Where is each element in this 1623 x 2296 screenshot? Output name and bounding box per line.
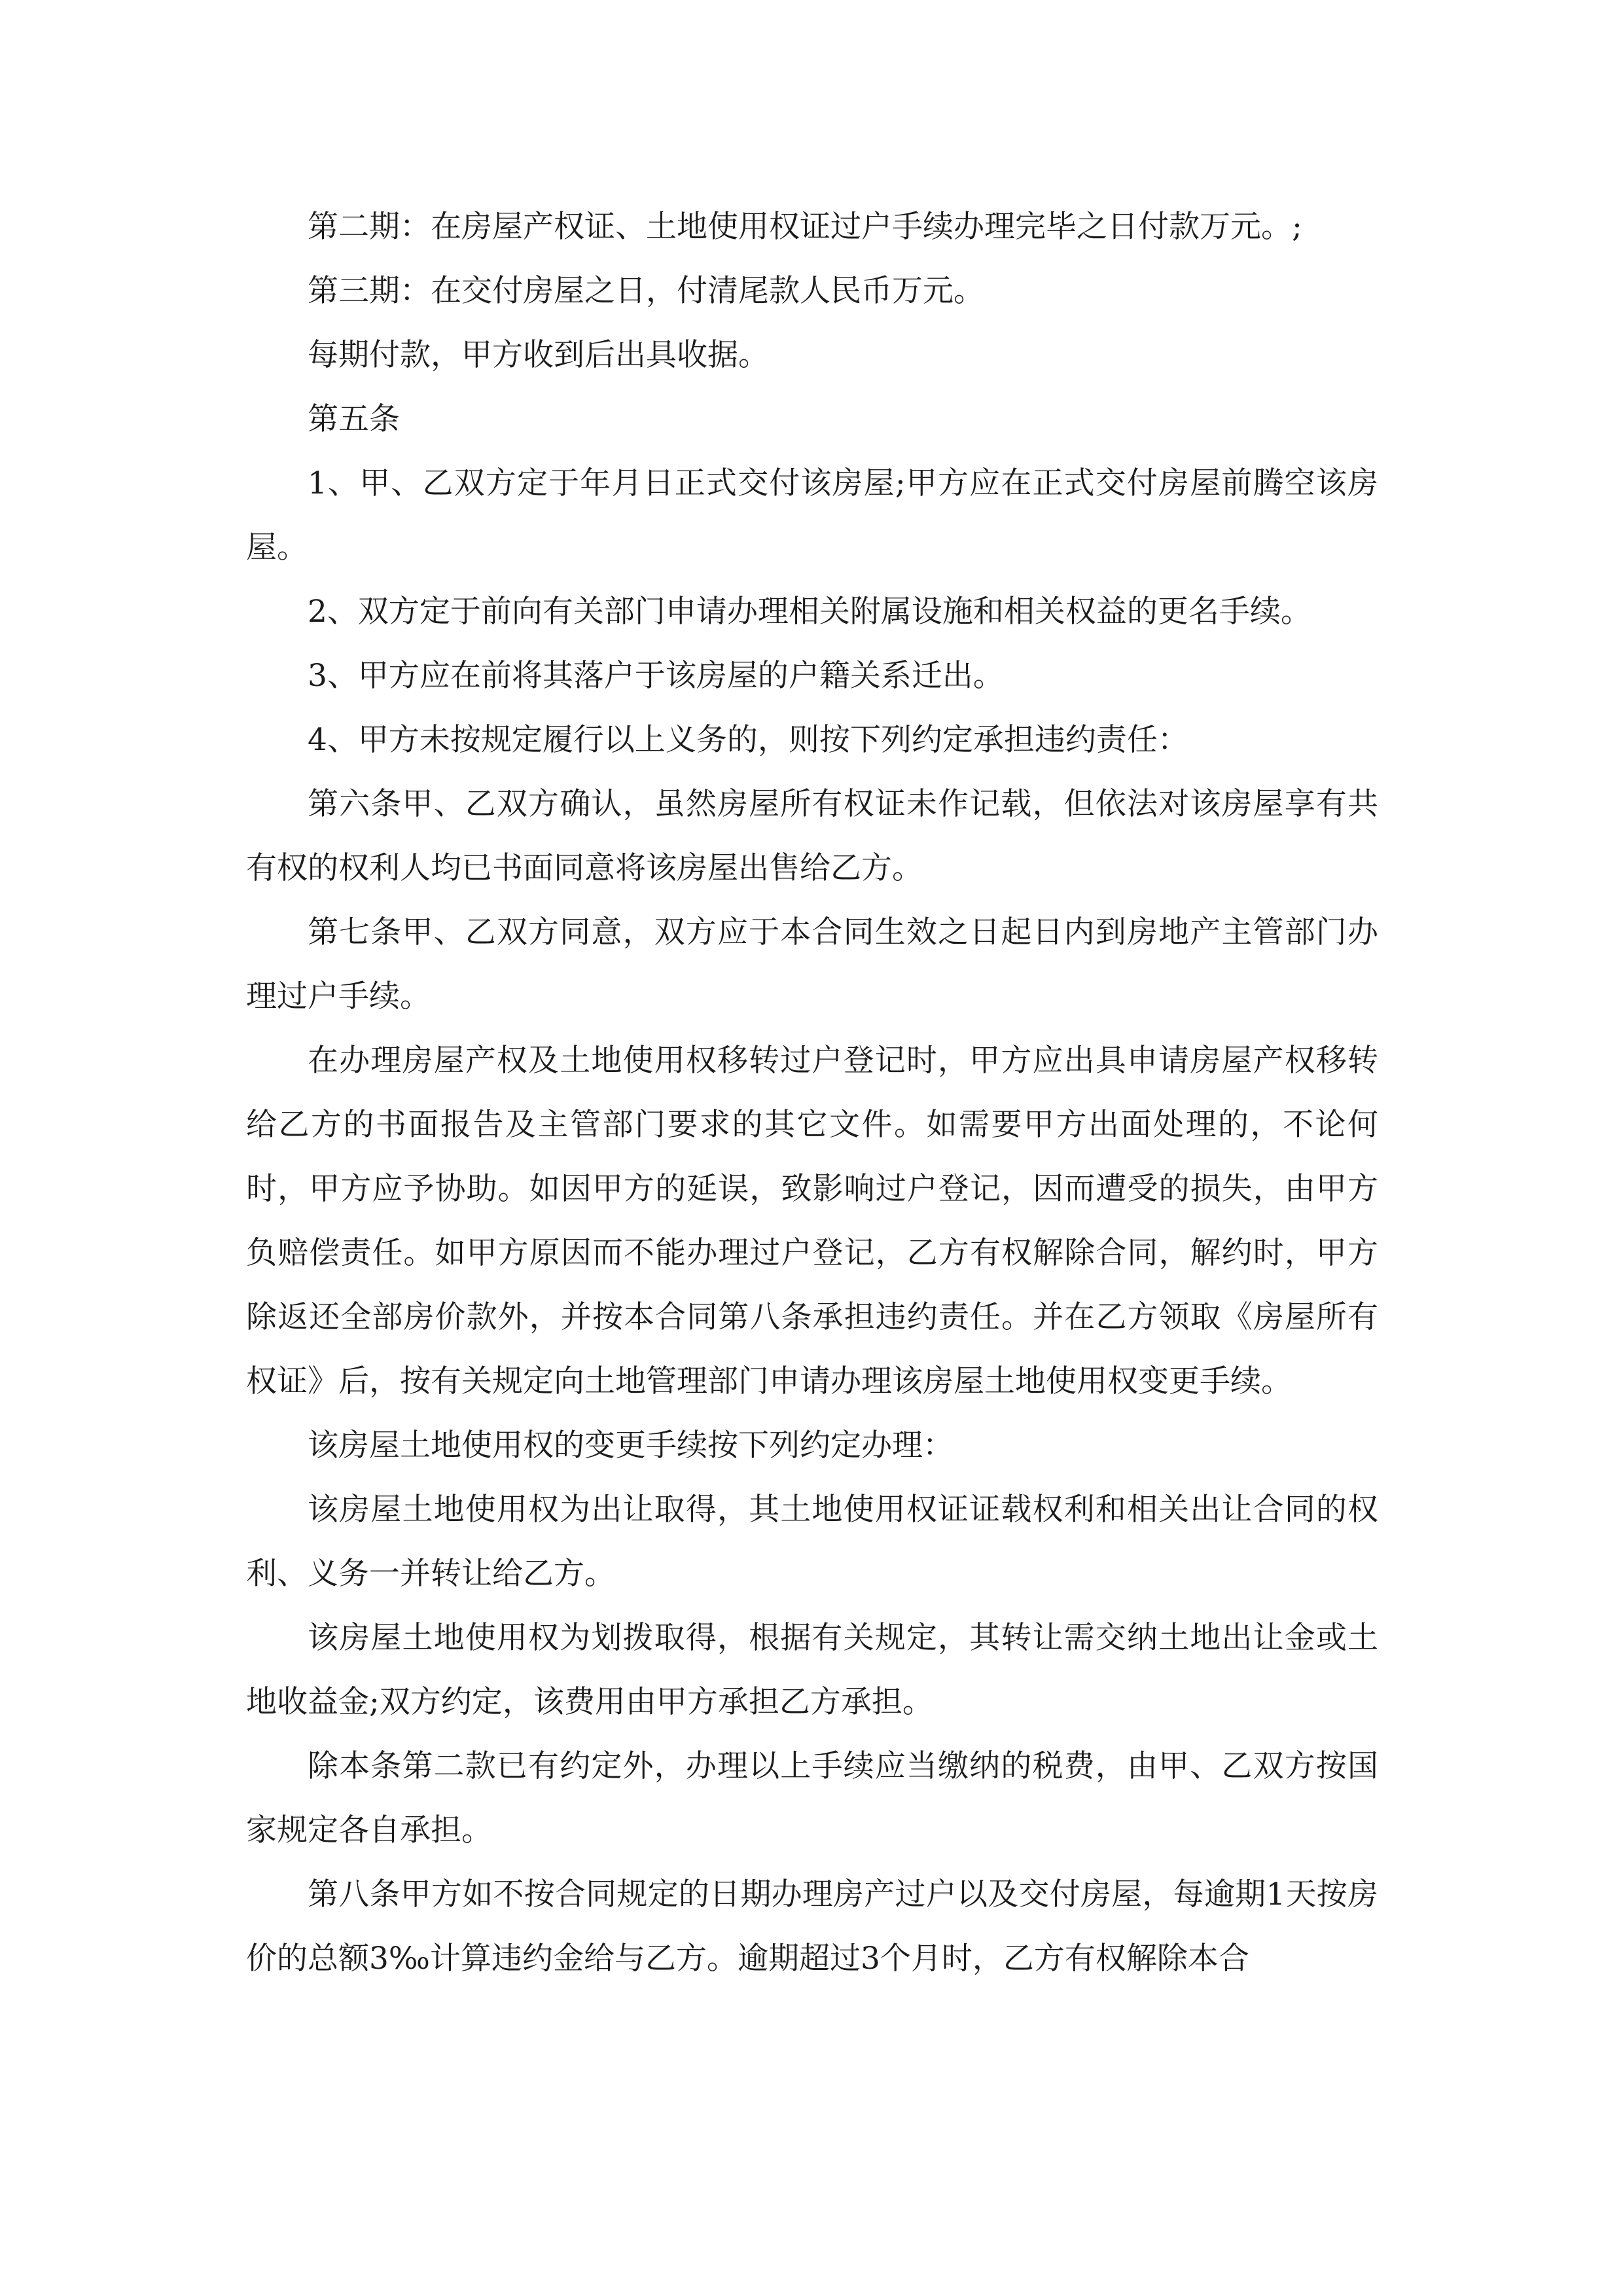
land-use-granted: 该房屋土地使用权为出让取得，其土地使用权证证载权利和相关出让合同的权利、义务一并转让给乙方。 — [246, 1492, 1378, 1592]
paragraph-payment-receipt: 每期付款，甲方收到后出具收据。 — [308, 337, 769, 373]
land-use-allocated: 该房屋土地使用权为划拨取得，根据有关规定，其转让需交纳土地出让金或土地收益金;双方约定，该费用由甲方承担乙方承担。 — [246, 1620, 1378, 1720]
document-body — [246, 195, 1378, 1991]
article-8: 第八条甲方如不按合同规定的日期办理房产过户以及交付房屋，每逾期1天按房价的总额3‰计算违约金给与乙方。逾期超过3个月时，乙方有权解除本合 — [246, 1876, 1378, 1977]
article-5-item-4: 4、甲方未按规定履行以上义务的，则按下列约定承担违约责任： — [308, 722, 1188, 758]
taxes-and-fees: 除本条第二款已有约定外，办理以上手续应当缴纳的税费，由甲、乙双方按国家规定各自承担。 — [246, 1748, 1378, 1848]
article-7: 第七条甲、乙双方同意，双方应于本合同生效之日起日内到房地产主管部门办理过户手续。 — [246, 914, 1378, 1014]
article-5-heading: 第五条 — [308, 401, 400, 437]
article-6: 第六条甲、乙双方确认，虽然房屋所有权证未作记载，但依法对该房屋享有共有权的权利人均已书面同意将该房屋出售给乙方。 — [246, 786, 1378, 886]
article-7-transfer-registration: 在办理房屋产权及土地使用权移转过户登记时，甲方应出具申请房屋产权移转给乙方的书面报告及主管部门要求的其它文件。如需要甲方出面处理的，不论何时，甲方应予协助。如因甲方的延误，致影响过户登记，因而遭受的损失，由甲方负赔偿责任。如甲方原因而不能办理过户登记，乙方有权解除合同，解约时，甲方除返还全部房价款外，并按本合同第八条承担违约责任。并在乙方领取《房屋所有权证》后，按有关规定向土地管理部门申请办理该房屋土地使用权变更手续。 — [246, 1043, 1378, 1399]
article-5-item-2: 2、双方定于前向有关部门申请办理相关附属设施和相关权益的更名手续。 — [308, 594, 1311, 630]
article-5-item-1: 1、甲、乙双方定于年月日正式交付该房屋;甲方应在正式交付房屋前腾空该房屋。 — [246, 465, 1378, 565]
paragraph-payment-phase-2: 第二期：在房屋产权证、土地使用权证过户手续办理完毕之日付款万元。; — [308, 209, 1302, 245]
article-5-item-3: 3、甲方应在前将其落户于该房屋的户籍关系迁出。 — [308, 658, 1004, 694]
land-use-change-intro: 该房屋土地使用权的变更手续按下列约定办理： — [308, 1427, 954, 1463]
paragraph-payment-phase-3: 第三期：在交付房屋之日，付清尾款人民币万元。 — [308, 273, 984, 309]
